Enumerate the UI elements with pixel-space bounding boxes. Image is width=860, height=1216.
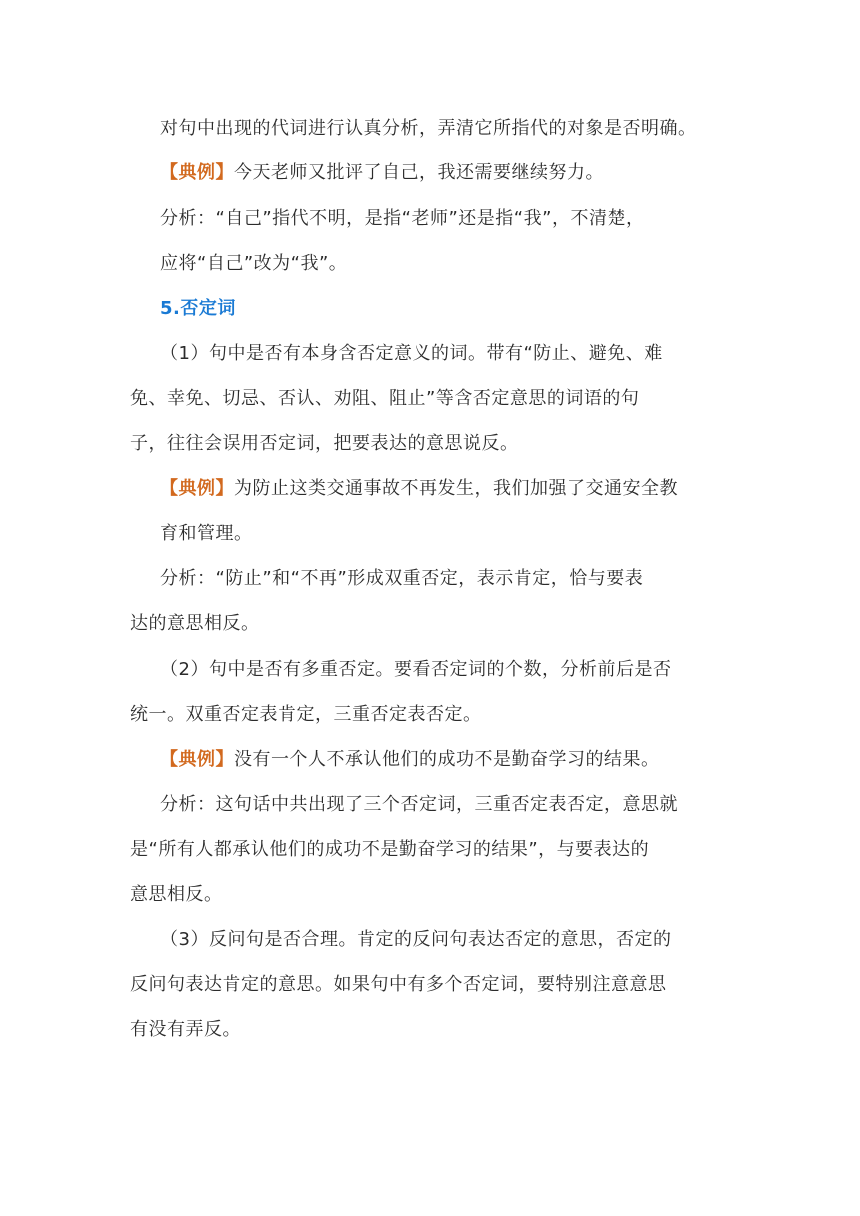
example-text: 为防止这类交通事故不再发生，我们加强了交通安全教 bbox=[234, 478, 678, 499]
section-heading: 5.否定词 bbox=[160, 298, 236, 319]
analysis-line-continued: 是“所有人都承认他们的成功不是勤奋学习的结果”，与要表达的 bbox=[130, 839, 650, 860]
analysis-line: 分析：这句话中共出现了三个否定词，三重否定表否定，意思就 bbox=[160, 794, 678, 815]
analysis-line-continued: 应将“自己”改为“我”。 bbox=[160, 253, 348, 274]
example-line bbox=[160, 747, 660, 773]
paragraph-line: （2）句中是否有多重否定。要看否定词的个数，分析前后是否 bbox=[160, 659, 672, 680]
example-line-continued: 育和管理。 bbox=[160, 523, 253, 544]
paragraph-line: 反问句表达肯定的意思。如果句中有多个否定词，要特别注意意思 bbox=[130, 974, 667, 995]
paragraph-line: 对句中出现的代词进行认真分析，弄清它所指代的对象是否明确。 bbox=[160, 118, 697, 139]
analysis-line-continued: 意思相反。 bbox=[130, 884, 223, 905]
example-text: 没有一个人不承认他们的成功不是勤奋学习的结果。 bbox=[234, 749, 660, 770]
paragraph-line: 有没有弄反。 bbox=[130, 1019, 241, 1040]
paragraph-line: （3）反问句是否合理。肯定的反问句表达否定的意思，否定的 bbox=[160, 929, 672, 950]
example-tag: 【典例】 bbox=[160, 478, 234, 499]
paragraph-line: 免、幸免、切忌、否认、劝阻、阻止”等含否定意思的词语的句 bbox=[130, 388, 640, 409]
analysis-line: 分析：“防止”和“不再”形成双重否定，表示肯定，恰与要表 bbox=[160, 568, 644, 589]
paragraph-line: （1）句中是否有本身含否定意义的词。带有“防止、避免、难 bbox=[160, 343, 663, 364]
paragraph-line: 子，往往会误用否定词，把要表达的意思说反。 bbox=[130, 433, 519, 454]
example-text: 今天老师又批评了自己，我还需要继续努力。 bbox=[234, 162, 604, 183]
paragraph-line: 统一。双重否定表肯定，三重否定表否定。 bbox=[130, 704, 482, 725]
example-tag: 【典例】 bbox=[160, 749, 234, 770]
example-line bbox=[160, 160, 604, 186]
analysis-line-continued: 达的意思相反。 bbox=[130, 613, 260, 634]
example-tag: 【典例】 bbox=[160, 162, 234, 183]
analysis-line: 分析：“自己”指代不明，是指“老师”还是指“我”，不清楚， bbox=[160, 208, 645, 229]
example-line bbox=[160, 476, 678, 502]
